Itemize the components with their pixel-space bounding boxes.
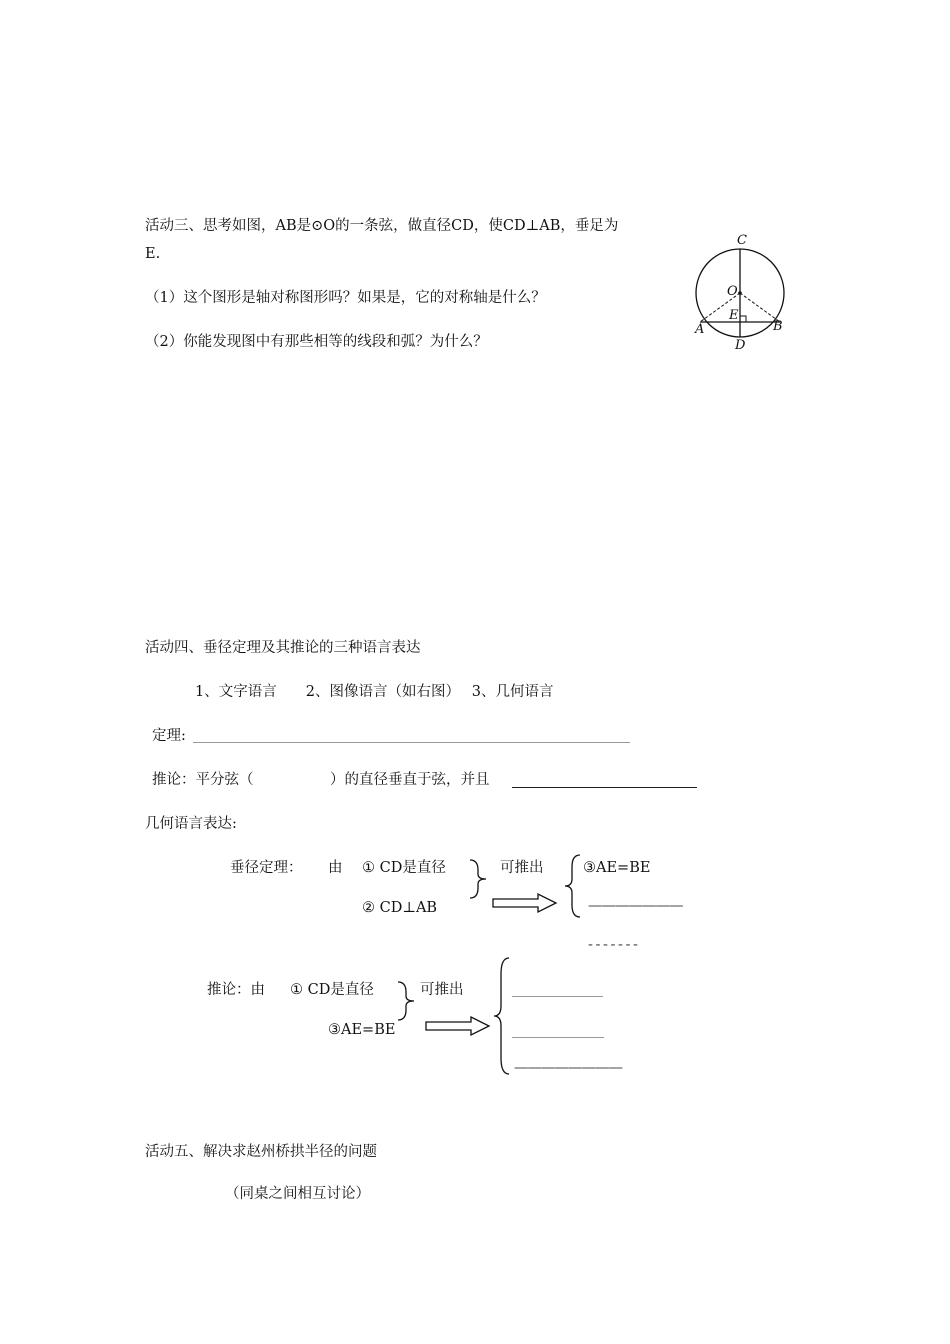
- geometric-language-label: 几何语言表达:: [145, 816, 237, 832]
- circle-diagram: [690, 232, 790, 357]
- theorem-blank-line: [193, 742, 630, 743]
- corollary-result2-blank: [512, 1037, 604, 1038]
- right-brace-icon: [396, 980, 418, 1022]
- theorem-by: 由: [328, 860, 343, 876]
- label-o: O: [727, 284, 738, 299]
- corollary-infer: 可推出: [420, 982, 464, 998]
- right-brace-icon: [468, 858, 490, 900]
- activity5-note: （同桌之间相互讨论）: [225, 1186, 370, 1202]
- corollary-result1-blank: [512, 996, 603, 997]
- label-a: A: [695, 322, 705, 337]
- activity5-title: 活动五、解决求赵州桥拱半径的问题: [145, 1144, 377, 1160]
- theorem-label: 定理:: [152, 728, 186, 744]
- corollary-text-a: 推论：平分弦（: [152, 772, 254, 788]
- arrow-right-icon: [492, 893, 558, 913]
- theorem-result2-blank: ———————: [588, 898, 683, 914]
- activity3-line1: 活动三、思考如图，AB是⊙O的一条弦，做直径CD，使CD⊥AB，垂足为: [145, 218, 619, 234]
- right-angle-mark: [740, 316, 746, 322]
- corollary-condition1: ① CD是直径: [290, 982, 374, 998]
- corollary-result3-blank: ————————: [514, 1060, 622, 1076]
- corollary-condition2: ③AE=BE: [328, 1022, 396, 1038]
- label-c: C: [737, 233, 747, 248]
- theorem-block-label: 垂径定理：: [230, 860, 303, 876]
- corollary-block-label: 推论：由: [207, 982, 265, 998]
- center-point: [738, 291, 742, 295]
- theorem-infer: 可推出: [500, 860, 544, 876]
- label-b: B: [773, 319, 783, 334]
- corollary-blank-line: [512, 787, 697, 788]
- activity3-question1: （1）这个图形是轴对称图形吗？如果是，它的对称轴是什么？: [145, 290, 546, 306]
- arrow-right-icon: [425, 1016, 491, 1036]
- theorem-result1: ③AE=BE: [583, 860, 651, 876]
- activity3-line2: E.: [145, 246, 161, 262]
- label-d: D: [735, 338, 746, 353]
- left-brace-icon: [492, 956, 512, 1076]
- theorem-condition2: ② CD⊥AB: [362, 900, 438, 916]
- corollary-text-b: ）的直径垂直于弦，并且: [330, 772, 490, 788]
- activity3-question2: （2）你能发现图中有那些相等的线段和弧？为什么？: [145, 334, 488, 350]
- theorem-condition1: ① CD是直径: [362, 860, 446, 876]
- activity4-language-modes: 1、文字语言 2、图像语言（如右图） 3、几何语言: [195, 684, 554, 700]
- label-e: E: [729, 308, 739, 323]
- left-brace-icon: [563, 853, 583, 919]
- activity4-title: 活动四、垂径定理及其推论的三种语言表达: [145, 640, 421, 656]
- theorem-result3-blank: - - - - - - -: [588, 937, 637, 953]
